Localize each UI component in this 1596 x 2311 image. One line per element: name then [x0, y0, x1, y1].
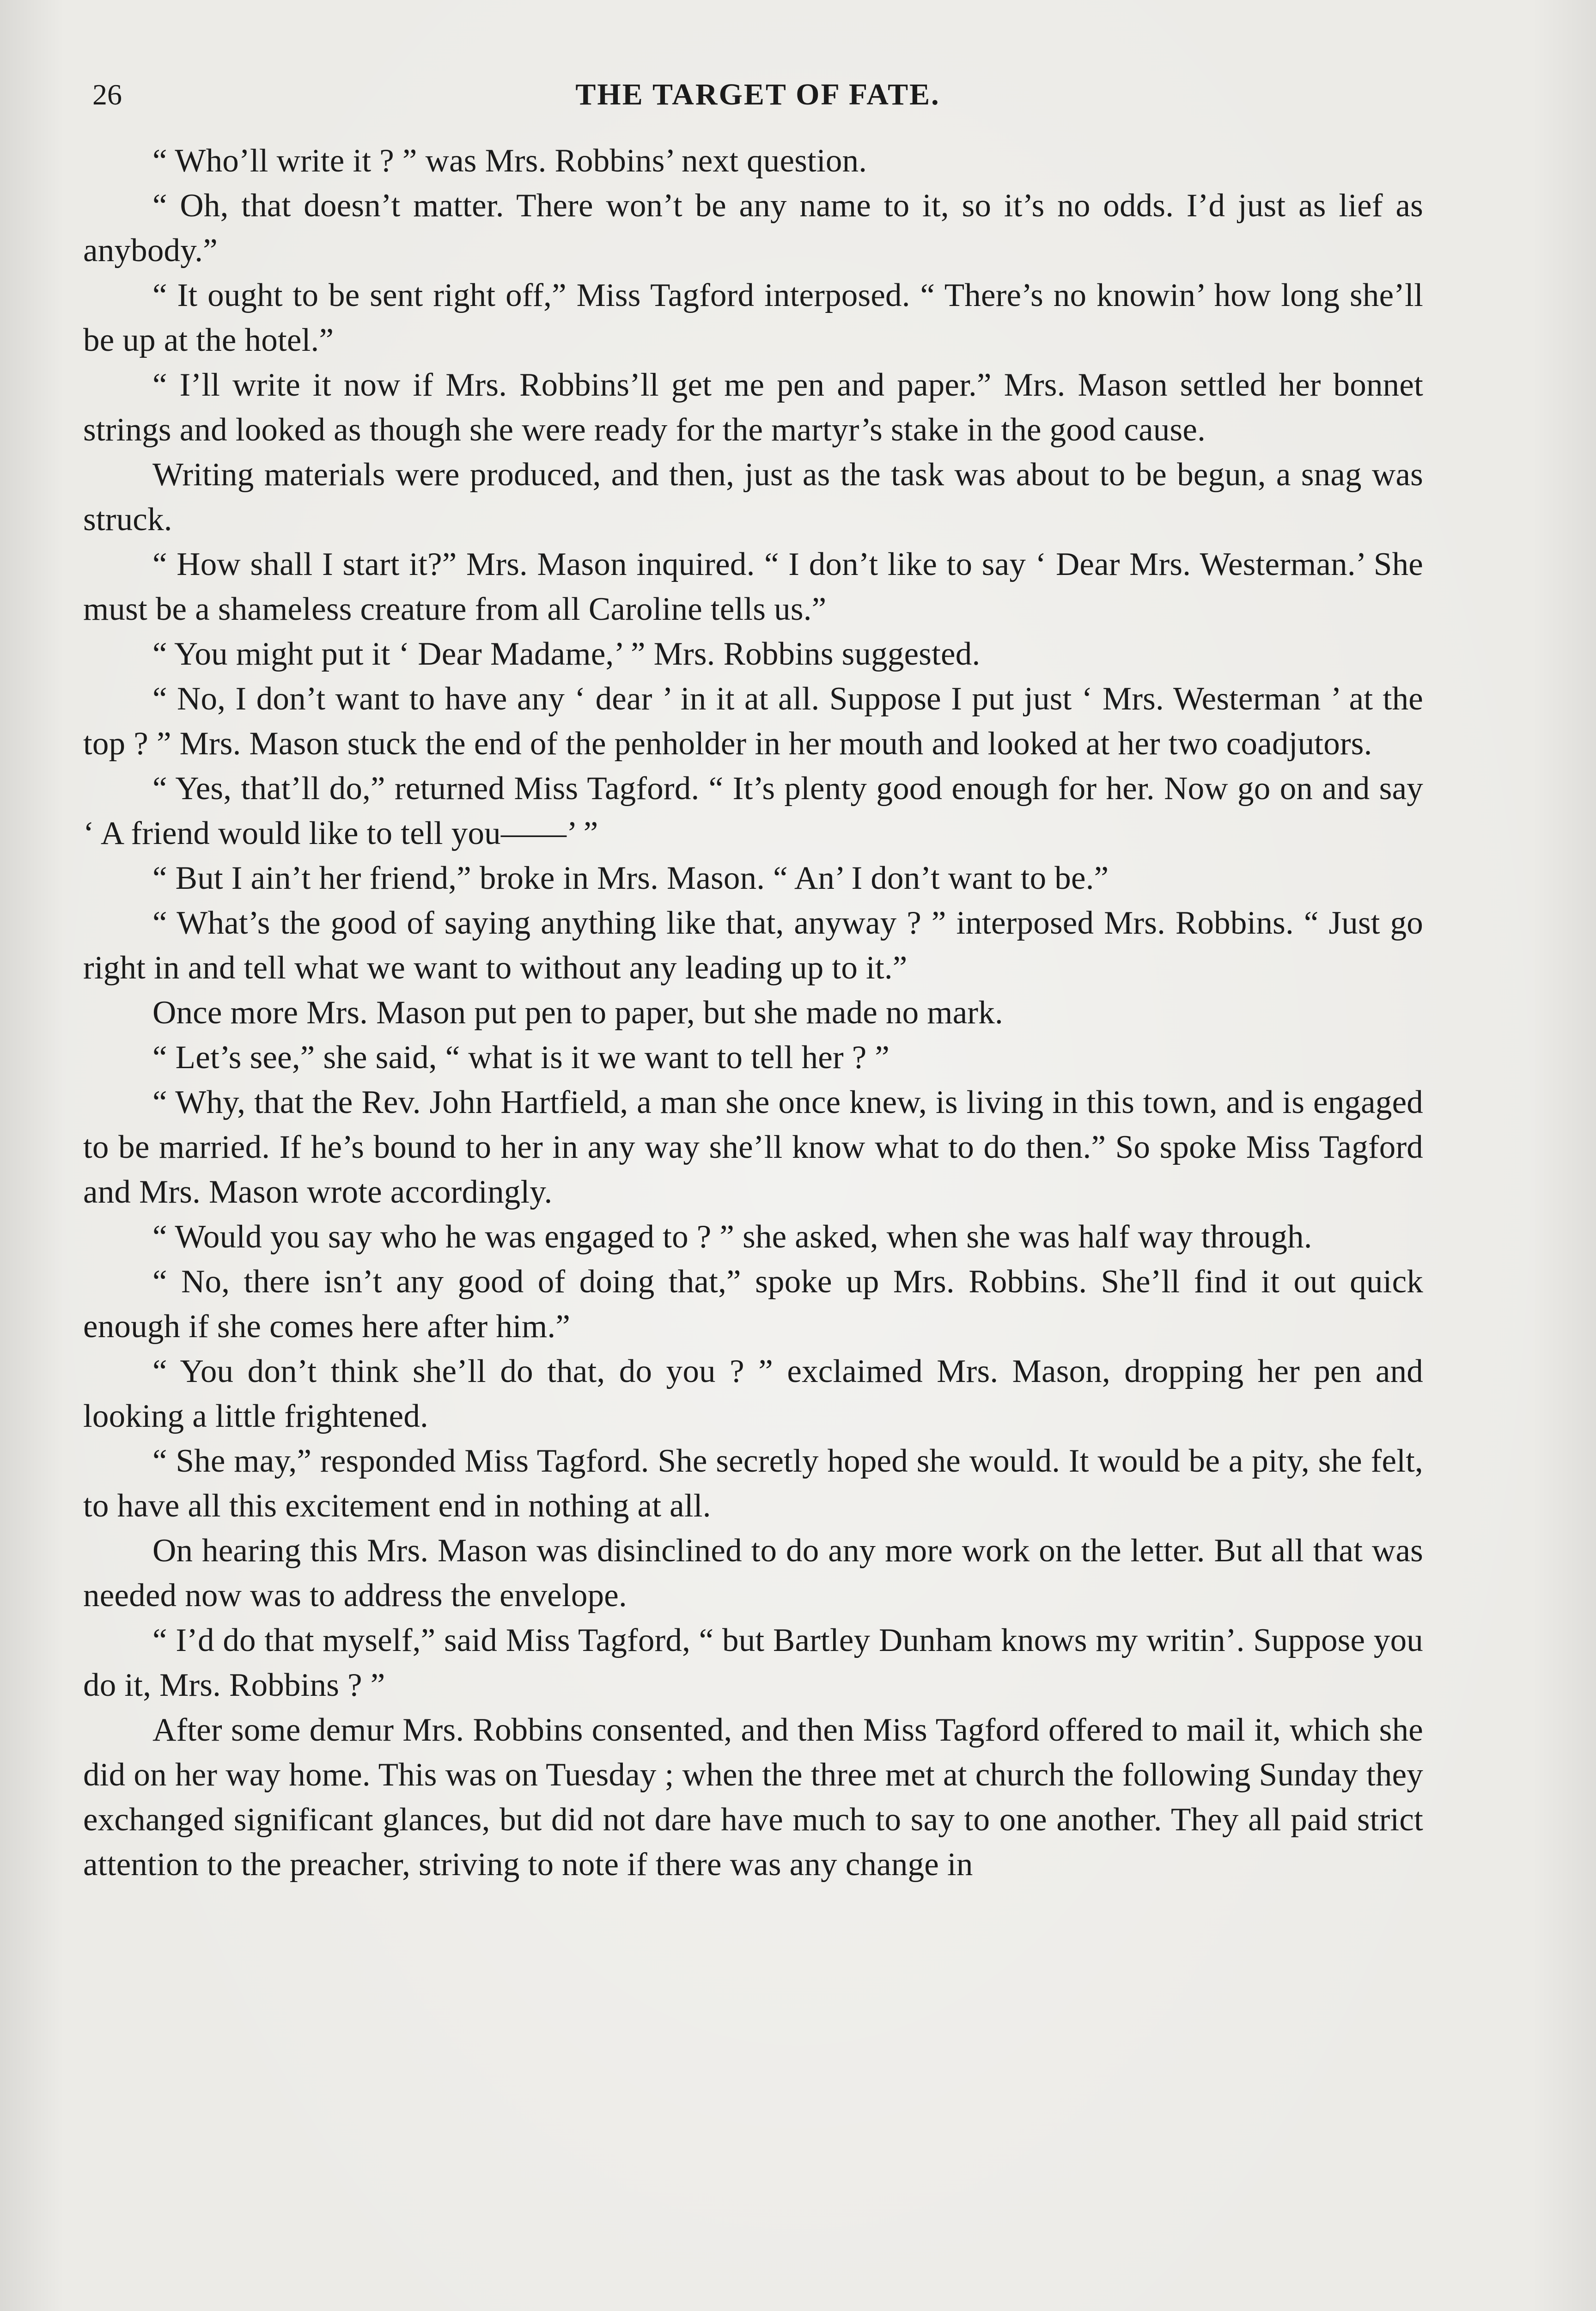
paragraph: “ Let’s see,” she said, “ what is it we want to tell her ? ”	[152, 1039, 890, 1076]
paragraph: “ How shall I start it?” Mrs. Mason inquired. “ I don’t like to say ‘ Dear Mrs. Westerman.’ She must be a shameless creature from all Caroline tells us.”	[83, 546, 1423, 627]
paragraph: Once more Mrs. Mason put pen to paper, but she made no mark.	[152, 995, 1003, 1031]
paragraph: “ You don’t think she’ll do that, do you ? ” exclaimed Mrs. Mason, dropping her pen and looking a little frightened.	[83, 1353, 1423, 1434]
paragraph: “ You might put it ‘ Dear Madame,’ ” Mrs. Robbins suggested.	[152, 636, 981, 672]
paragraph: “ No, there isn’t any good of doing that,” spoke up Mrs. Robbins. She’ll find it out quick enough if she comes here after him.”	[83, 1264, 1423, 1345]
body-text	[83, 139, 1423, 1887]
paragraph: After some demur Mrs. Robbins consented, and then Miss Tagford offered to mail it, which she did on her way home. This was on Tuesday ; when the three met at church the following Sunday they exchanged significant glances, but did not dare have much to say to one another. They all paid strict attention to the preacher, striving to note if there was any change in	[83, 1712, 1423, 1883]
paragraph: “ Why, that the Rev. John Hartfield, a man she once knew, is living in this town, and is engaged to be married. If he’s bound to her in any way she’ll know what to do then.” So spoke Miss Tagford and Mrs. Mason wrote accordingly.	[83, 1084, 1423, 1210]
paragraph: Writing materials were produced, and then, just as the task was about to be begun, a snag was struck.	[83, 457, 1423, 538]
paragraph: “ I’d do that myself,” said Miss Tagford, “ but Bartley Dunham knows my writin’. Suppose you do it, Mrs. Robbins ? ”	[83, 1622, 1423, 1703]
page-header	[92, 69, 1423, 120]
running-title: THE TARGET OF FATE.	[575, 78, 940, 111]
paragraph: “ Would you say who he was engaged to ? ” she asked, when she was half way through.	[152, 1219, 1312, 1255]
paragraph: “ I’ll write it now if Mrs. Robbins’ll get me pen and paper.” Mrs. Mason settled her bonnet strings and looked as though she were ready for the martyr’s stake in the good cause.	[83, 367, 1423, 448]
paragraph: “ Who’ll write it ? ” was Mrs. Robbins’ next question.	[152, 143, 867, 179]
page-number: 26	[92, 78, 122, 111]
paragraph: “ Oh, that doesn’t matter. There won’t be any name to it, so it’s no odds. I’d just as lief as anybody.”	[83, 188, 1423, 269]
paragraph: On hearing this Mrs. Mason was disinclined to do any more work on the letter. But all that was needed now was to address the envelope.	[83, 1533, 1423, 1614]
paragraph: “ What’s the good of saying anything like that, anyway ? ” interposed Mrs. Robbins. “ Just go right in and tell what we want to without any leading up to it.”	[83, 905, 1423, 986]
paragraph: “ Yes, that’ll do,” returned Miss Tagford. “ It’s plenty good enough for her. Now go on and say ‘ A friend would like to tell you——’ ”	[83, 770, 1423, 851]
paragraph: “ But I ain’t her friend,” broke in Mrs. Mason. “ An’ I don’t want to be.”	[152, 860, 1109, 896]
paragraph: “ She may,” responded Miss Tagford. She secretly hoped she would. It would be a pity, she felt, to have all this excitement end in nothing at all.	[83, 1443, 1423, 1524]
paragraph: “ It ought to be sent right off,” Miss Tagford interposed. “ There’s no knowin’ how long she’ll be up at the hotel.”	[83, 277, 1423, 358]
paragraph: “ No, I don’t want to have any ‘ dear ’ in it at all. Suppose I put just ‘ Mrs. Westerman ’ at the top ? ” Mrs. Mason stuck the end of the penholder in her mouth and looked at her two coadjutors.	[83, 681, 1423, 762]
